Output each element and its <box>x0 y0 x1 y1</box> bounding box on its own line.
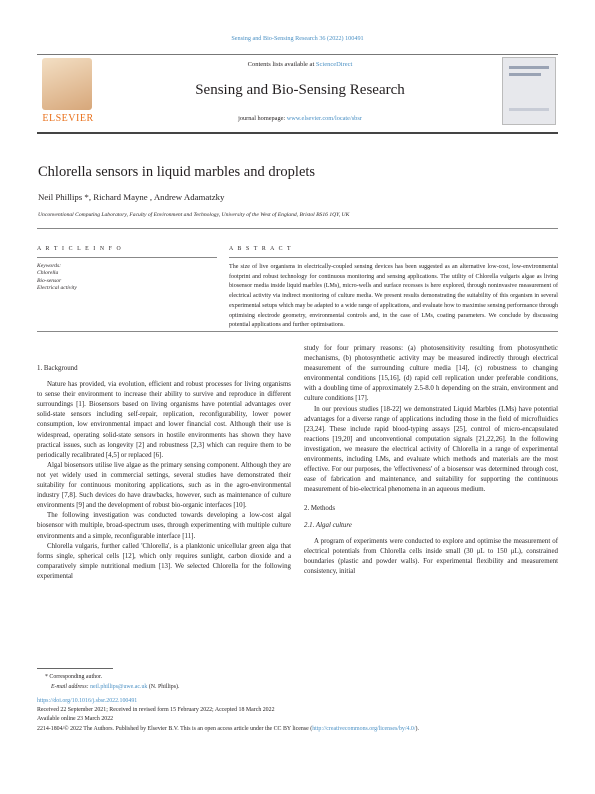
license-link[interactable]: http://creativecommons.org/licenses/by/4.0/ <box>312 725 416 732</box>
left-column <box>37 364 291 582</box>
keyword: Bio-sensor <box>37 277 62 284</box>
paragraph: In our previous studies [18-22] we demonstrated Liquid Marbles (LMs) have potential advantages for a diverse range of applications including those in the field of microfluidics [23,24]. These include rapid blood-typing assays [25], control of micro-encapsulated reactions [19,20] and unconventional computation signals [21,22,26]. In the following investigation, we measure the electrical activity of Chlorella in a range of experimental environments, including LMs, and evaluate which methods and materials are the most effective. For our purposes, the 'effectiveness' of a biosensor was determined through cost, ease of fabrication and maintenance, and suitability for supporting the continuous measurement of bio-electrical phenomena in an aqueous medium. <box>304 405 558 494</box>
divider <box>37 228 558 229</box>
sciencedirect-link[interactable]: ScienceDirect <box>315 61 353 68</box>
keywords-label: Keywords: <box>37 263 62 269</box>
keyword: Electrical activity <box>37 284 77 291</box>
journal-title: Sensing and Bio-Sensing Research <box>195 82 405 98</box>
keyword: Chlorella <box>37 270 59 277</box>
elsevier-tree-icon <box>42 58 92 110</box>
affiliation: Unconventional Computing Laboratory, Faculty of Environment and Technology, University of the West of England, Bristol BS16 1QY, UK <box>38 212 350 218</box>
homepage-link[interactable]: www.elsevier.com/locate/sbsr <box>286 115 362 122</box>
keywords <box>37 263 77 292</box>
paper-title: Chlorella sensors in liquid marbles and droplets <box>38 164 316 180</box>
email-link[interactable]: neil.phillips@uwe.ac.uk <box>90 684 148 690</box>
paragraph: Nature has provided, via evolution, efficient and robust processes for living organisms to sense their environment to increase their ability to survive and reproduce in different surroundings [1]. Biosensors based on living organisms have potential advantages over solid-state sensors including self-repair, replication, reconfigurability, lower power consumption, low environmental impact and lower financial cost. Although their use is widespread, operating solid-state sensors in hostile environments has shown they have practical issues, such as longevity [2] and robustness [2,3] which can require them to be periodically recalibrated [4,5] or replaced [6]. <box>37 381 291 459</box>
contents-line: Contents lists available at ScienceDirect <box>247 61 353 68</box>
section-heading: 1. Background <box>37 365 78 372</box>
email-note: E-mail address: neil.phillips@uwe.ac.uk (N. Phillips). <box>51 684 180 690</box>
paragraph: A program of experiments were conducted to explore and optimise the measurement of electrical potentials from Chlorella cells inside small (30 μL to 150 μL), constrained boundaries (plastic and powder walls). For experimental flexibility and measurement consistency, initial <box>304 537 558 575</box>
divider <box>229 257 558 258</box>
abstract-heading: A B S T R A C T <box>229 246 293 252</box>
section-heading: 2. Methods <box>304 505 336 513</box>
right-column <box>304 344 558 577</box>
available-online: Available online 23 March 2022 <box>37 716 114 723</box>
subsection-heading: 2.1. Algal culture <box>304 521 352 529</box>
received-dates: Received 22 September 2021; Received in revised form 15 February 2022; Accepted 18 March 2022 <box>37 707 275 714</box>
elsevier-logo <box>38 58 98 128</box>
journal-cover-image <box>502 57 556 125</box>
divider <box>37 331 558 332</box>
publisher-name: ELSEVIER <box>42 113 94 124</box>
homepage-line: journal homepage: www.elsevier.com/locate/sbsr <box>238 115 362 122</box>
paragraph: The following investigation was conducted towards developing a low-cost algal biosensor with multiple, broad-spectrum uses, through experimenting with multiple culture environments and a simple, reconfigurable interface [11]. <box>37 512 291 540</box>
paragraph: Chlorella vulgaris, further called 'Chlorella', is a planktonic unicellular green alga that forms single, spherical cells [12], which only requires sunlight, carbon dioxide and a comparatively simple nutritional medium [13]. We selected Chlorella for the following experimental <box>37 542 291 580</box>
footnotes <box>37 672 179 692</box>
divider <box>37 257 217 258</box>
authors: Neil Phillips *, Richard Mayne , Andrew Adamatzky <box>38 192 225 202</box>
article-info-heading: A R T I C L E I N F O <box>37 246 123 252</box>
footnote-divider <box>37 668 113 669</box>
abstract-text: The size of live organisms in electrically-coupled sensing devices has been suggested as an alternative low-cost, low-environmental footprint and robust technology for continuous monitoring and sensing applications. The utility of Chlorella vulgaris algae as living biosensor media inside liquid marbles (LMs), micro-wells and surface recesses is here explored, through noninvasive measurement of electrical activity via indirect monitoring of culture media. We present results demonstrating the suitability of this organism in several experimental setups which may be adapted to a wide range of applications, and evaluate how to maximise sensing performance through optimising electrode geometry, environmental controls and, in the case of LMs, coating parameters. We conclude by discussing potential applications and further optimisations. <box>229 264 558 329</box>
license-line: 2214-1804/© 2022 The Authors. Published by Elsevier B.V. This is an open access article under the CC BY license (http://creativecommons.org/licenses/by/4.0/). <box>37 725 419 732</box>
paragraph: study for four primary reasons: (a) photosensitivity resulting from photosynthetic mechanisms, (b) photosynthetic activity may be measured indirectly through electrical measurement of the surrounding culture media [14], (c) robustness to changing environmental conditions [15,16], (d) rapid cell replication under preferable conditions, with a doubling time of approximately 2.5-8.0 h depending on the strain, environment and culture conditions [17]. <box>304 345 558 403</box>
doi-link[interactable]: https://doi.org/10.1016/j.sbsr.2022.100491 <box>37 698 138 704</box>
paragraph: Algal biosensors utilise live algae as the primary sensing component. Although they are not yet widely used in commercial settings, several studies have demonstrated their suitability for continuous monitoring applications, such as in the agro-environmental industry [7,8]. Such devices do have drawbacks, however, such as maintenance of culture environments [9] and the development of robust bio-organic interfaces [10]. <box>37 461 291 510</box>
corresponding-author-note: * Corresponding author. <box>45 674 103 680</box>
publication-info <box>37 697 558 734</box>
journal-reference[interactable]: Sensing and Bio-Sensing Research 36 (2022) 100491 <box>231 35 364 42</box>
